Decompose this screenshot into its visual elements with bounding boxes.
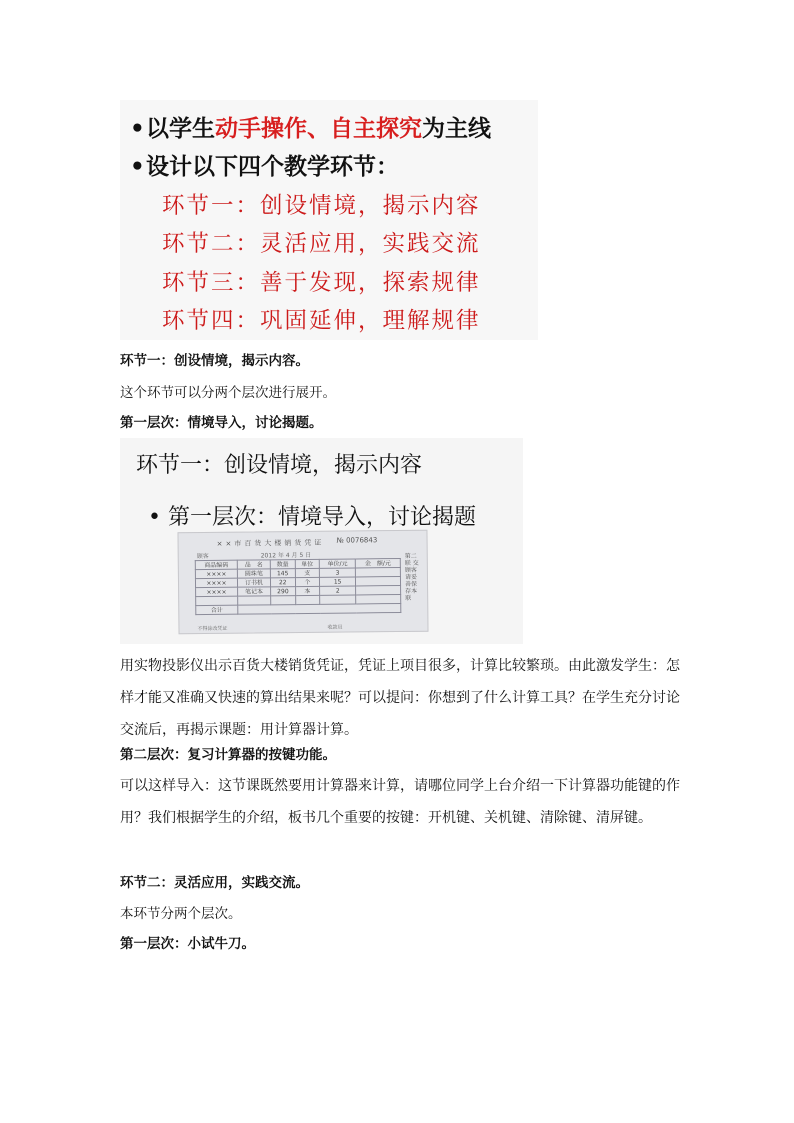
receipt-col: 数量 <box>270 560 295 569</box>
highlight-separator: 、 <box>307 116 330 142</box>
intro-text: 这个环节可以分两个层次进行展开。 <box>120 385 336 401</box>
receipt-cell: ×××× <box>195 569 237 578</box>
paragraph-calculator-keys: 可以这样导入：这节课既然要用计算器来计算，请哪位同学上台介绍一下计算器功能键的作用？我们根据学生的介绍，板书几个重要的按键：开机键、关机键、清除键、清屏键。 <box>120 778 680 826</box>
receipt-cell: 2 <box>320 586 356 595</box>
stage-item-2: 环节二：灵活应用，实践交流 <box>162 231 481 257</box>
slide2-subtitle <box>148 500 476 531</box>
receipt-col: 单位 <box>295 559 320 568</box>
bullet-dot: • <box>148 505 161 530</box>
receipt-buyer-label: 顾客 <box>196 552 209 561</box>
receipt-col: 金 额/元 <box>355 558 400 567</box>
bullet-text: 设计以下四个教学环节： <box>146 154 399 180</box>
receipt-cell: 290 <box>271 587 296 596</box>
receipt-total-row <box>196 603 401 614</box>
receipt-cell: ×××× <box>195 578 237 587</box>
receipt-col: 单价/元 <box>319 559 355 568</box>
level-2-heading: 第二层次：复习计算器的按键功能。 <box>120 747 336 763</box>
receipt-footer-note: 不得涂改凭证 <box>197 625 228 633</box>
receipt-total-value <box>238 603 401 614</box>
receipt-cell: ×××× <box>196 587 238 596</box>
slide-bullet-main-line <box>130 110 491 143</box>
receipt-cell: 个 <box>295 577 320 586</box>
receipt-cell <box>356 576 401 585</box>
receipt-cell: 22 <box>270 578 295 587</box>
receipt-cell <box>271 596 296 605</box>
slide-bullet-four-stages <box>130 148 399 181</box>
receipt-header: ××市百货大楼销货凭证 <box>216 538 325 548</box>
receipt-side-note: 第二联 交顾客 请妥善保存本联 <box>404 552 419 602</box>
receipt-cashier: 收款员 <box>327 624 343 631</box>
receipt-col: 商品编码 <box>195 560 237 569</box>
receipt-cell: 订书机 <box>237 578 270 587</box>
receipt-cell <box>196 596 238 605</box>
receipt-cell: 支 <box>295 568 320 577</box>
receipt-table <box>195 558 402 615</box>
receipt-cell <box>237 596 270 605</box>
receipt-cell <box>356 585 401 594</box>
receipt-cell <box>356 594 401 603</box>
stage-item-3: 环节三：善于发现，探索规律 <box>162 270 481 296</box>
receipt-cell: 圆珠笔 <box>237 569 270 578</box>
receipt-cell: 笔记本 <box>237 587 270 596</box>
stage-item-4: 环节四：巩固延伸，理解规律 <box>162 308 481 334</box>
receipt-cell: 3 <box>319 568 355 577</box>
receipt-total-label: 合计 <box>196 605 238 614</box>
highlight-self-exploration: 自主探究 <box>330 116 422 142</box>
slide-image-teaching-stages <box>120 100 538 340</box>
heading-stage-1: 环节一：创设情境，揭示内容。 <box>120 353 309 369</box>
level-1-heading: 第一层次：情境导入，讨论揭题。 <box>120 415 323 431</box>
heading-stage-2: 环节二：灵活应用，实践交流。 <box>120 875 309 891</box>
bullet-dot: • <box>130 154 145 180</box>
stage-2-intro: 本环节分两个层次。 <box>120 906 242 922</box>
sales-receipt-photo <box>177 530 428 635</box>
stage-item-1: 环节一：创设情境，揭示内容 <box>162 193 481 219</box>
highlight-hands-on: 动手操作 <box>215 116 307 142</box>
receipt-cell <box>356 567 401 576</box>
slide2-title: 环节一：创设情境，揭示内容 <box>136 453 423 478</box>
receipt-number: № 0076843 <box>336 536 378 545</box>
bullet-suffix: 为主线 <box>422 116 491 142</box>
receipt-cell <box>320 595 356 604</box>
receipt-cell <box>295 595 320 604</box>
slide2-subtitle-text: 第一层次：情境导入，讨论揭题 <box>167 505 476 530</box>
receipt-cell: 本 <box>295 586 320 595</box>
receipt-cell: 15 <box>320 577 356 586</box>
receipt-date: 2012 年 4 月 5 日 <box>260 551 312 560</box>
receipt-cell: 145 <box>270 569 295 578</box>
paragraph-receipt-intro: 用实物投影仪出示百货大楼销货凭证，凭证上项目很多，计算比较繁琐。由此激发学生：怎样才能又准确又快速的算出结果来呢？可以提问：你想到了什么计算工具？在学生充分讨论交流后，再揭示课题：用计算器计算。 <box>120 658 680 738</box>
slide-image-stage-1 <box>120 438 523 644</box>
receipt-col: 品 名 <box>237 560 270 569</box>
bullet-prefix: 以学生 <box>146 116 215 142</box>
stage-2-level-1-heading: 第一层次：小试牛刀。 <box>120 936 255 952</box>
bullet-dot: • <box>130 116 145 142</box>
